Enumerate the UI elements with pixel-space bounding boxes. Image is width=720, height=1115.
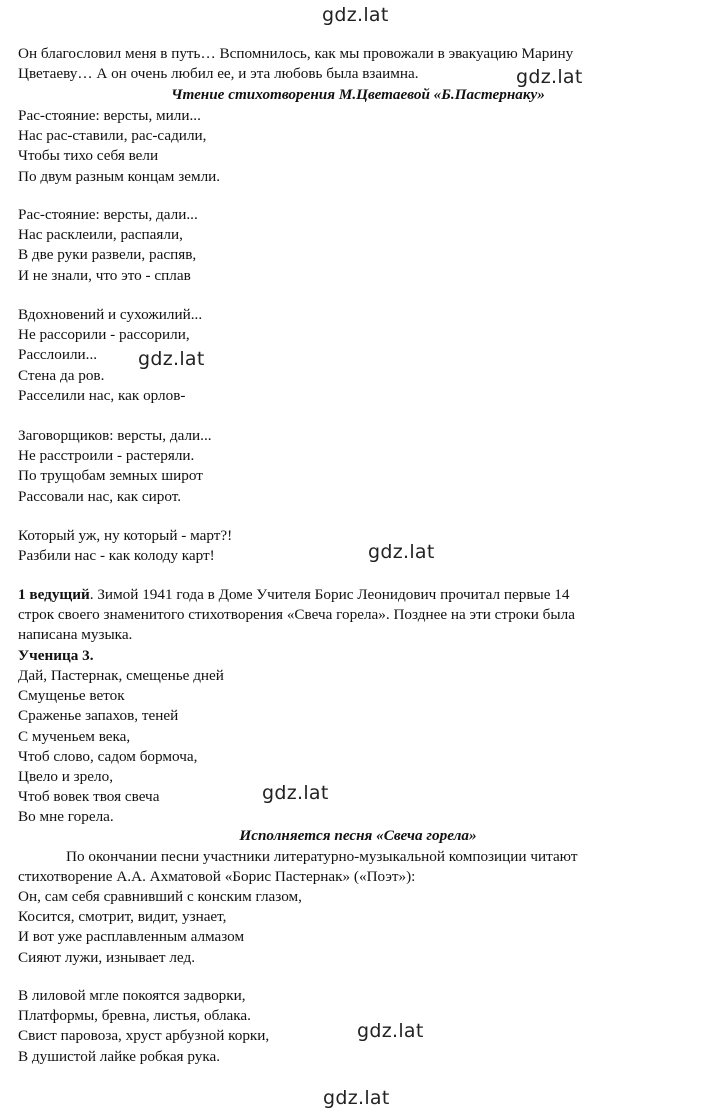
poem-line: Сияют лужи, изнывает лед. [18,948,195,966]
poem-line: Который уж, ну который - март?! [18,527,233,544]
watermark: gdz.lat [516,66,583,88]
host-paragraph [18,585,698,646]
poem-line: Вдохновений и сухожилий... [18,306,203,323]
narration-line: По окончании песни участники литературно-музыкальной композиции читают [66,848,578,865]
narration-paragraph [18,847,698,887]
poem-line: Нас расклеили, распаяли, [18,226,183,244]
poem-line: Не рассорили - рассорили, [18,326,190,344]
narration-line: стихотворение А.А. Ахматовой «Борис Пастернак» («Поэт»): [18,868,416,886]
watermark: gdz.lat [323,1087,390,1109]
poem-line: Чтоб вовек твоя свеча [18,788,160,806]
poem-line: По двум разным концам земли. [18,167,221,185]
watermark: gdz.lat [322,4,389,26]
host-label: 1 ведущий [18,586,90,603]
intro-line: Он благословил меня в путь… Вспомнилось, как мы провожали в эвакуацию Марину [18,45,574,62]
watermark: gdz.lat [357,1020,424,1042]
poem-line: И не знали, что это - сплав [18,266,191,284]
poem-line: И вот уже расплавленным алмазом [18,928,245,946]
poem-line: Рас-стояние: версты, дали... [18,206,198,223]
poem-stanza [18,666,698,828]
poem-line: С мученьем века, [18,727,131,745]
poem-line: Во мне горела. [18,808,114,826]
poem-line: Сраженье запахов, теней [18,707,179,725]
intro-line: Цветаеву… А он очень любил ее, и эта любовь была взаимна. [18,65,419,83]
host-text: . Зимой 1941 года в Доме Учителя Борис Леонидович прочитал первые 14 [89,586,570,603]
host-line: написана музыка. [18,626,133,644]
speaker-label: Ученица 3. [18,647,94,664]
poem-line: Платформы, бревна, листья, облака. [18,1007,251,1025]
poem-line: Свист паровоза, хруст арбузной корки, [18,1027,270,1045]
poem-line: Расслоили... [18,346,98,364]
poem-line: В душистой лайке робкая рука. [18,1047,221,1065]
host-line: строк своего знаменитого стихотворения «Свеча горела». Позднее на эти строки была [18,606,575,624]
poem-line: Стена да ров. [18,366,105,384]
poem-line: Он, сам себя сравнивший с конским глазом, [18,888,302,905]
host-line [18,585,698,605]
poem-stanza [18,205,698,286]
poem-line: Косится, смотрит, видит, узнает, [18,908,227,926]
poem-line: Расселили нас, как орлов- [18,386,186,404]
section-heading: Исполняется песня «Свеча горела» [239,827,477,844]
poem-stanza [18,887,698,968]
poem-line: Чтоб слово, садом бормоча, [18,747,198,765]
intro-paragraph [18,44,698,84]
poem-line: Не расстроили - растеряли. [18,447,195,465]
poem-stanza [18,526,698,566]
poem-stanza [18,305,698,406]
poem-stanza [18,106,698,187]
poem-line: Рассовали нас, как сирот. [18,487,182,505]
watermark: gdz.lat [138,348,205,370]
poem-line: Разбили нас - как колоду карт! [18,547,215,565]
watermark: gdz.lat [262,782,329,804]
poem-line: Цвело и зрело, [18,768,113,786]
poem-stanza [18,986,698,1067]
poem-line: Нас рас-ставили, рас-садили, [18,127,207,145]
watermark: gdz.lat [368,541,435,563]
poem-stanza [18,426,698,507]
section-heading: Чтение стихотворения М.Цветаевой «Б.Пастернаку» [171,86,545,103]
poem-line: Заговорщиков: версты, дали... [18,427,212,444]
poem-line: В лиловой мгле покоятся задворки, [18,987,246,1004]
poem-line: Дай, Пастернак, смещенье дней [18,667,224,684]
poem-line: По трущобам земных широт [18,467,203,485]
poem-line: Рас-стояние: версты, мили... [18,107,201,124]
poem-line: В две руки развели, распяв, [18,246,197,264]
poem-line: Смущенье веток [18,687,125,705]
poem-line: Чтобы тихо себя вели [18,147,159,165]
